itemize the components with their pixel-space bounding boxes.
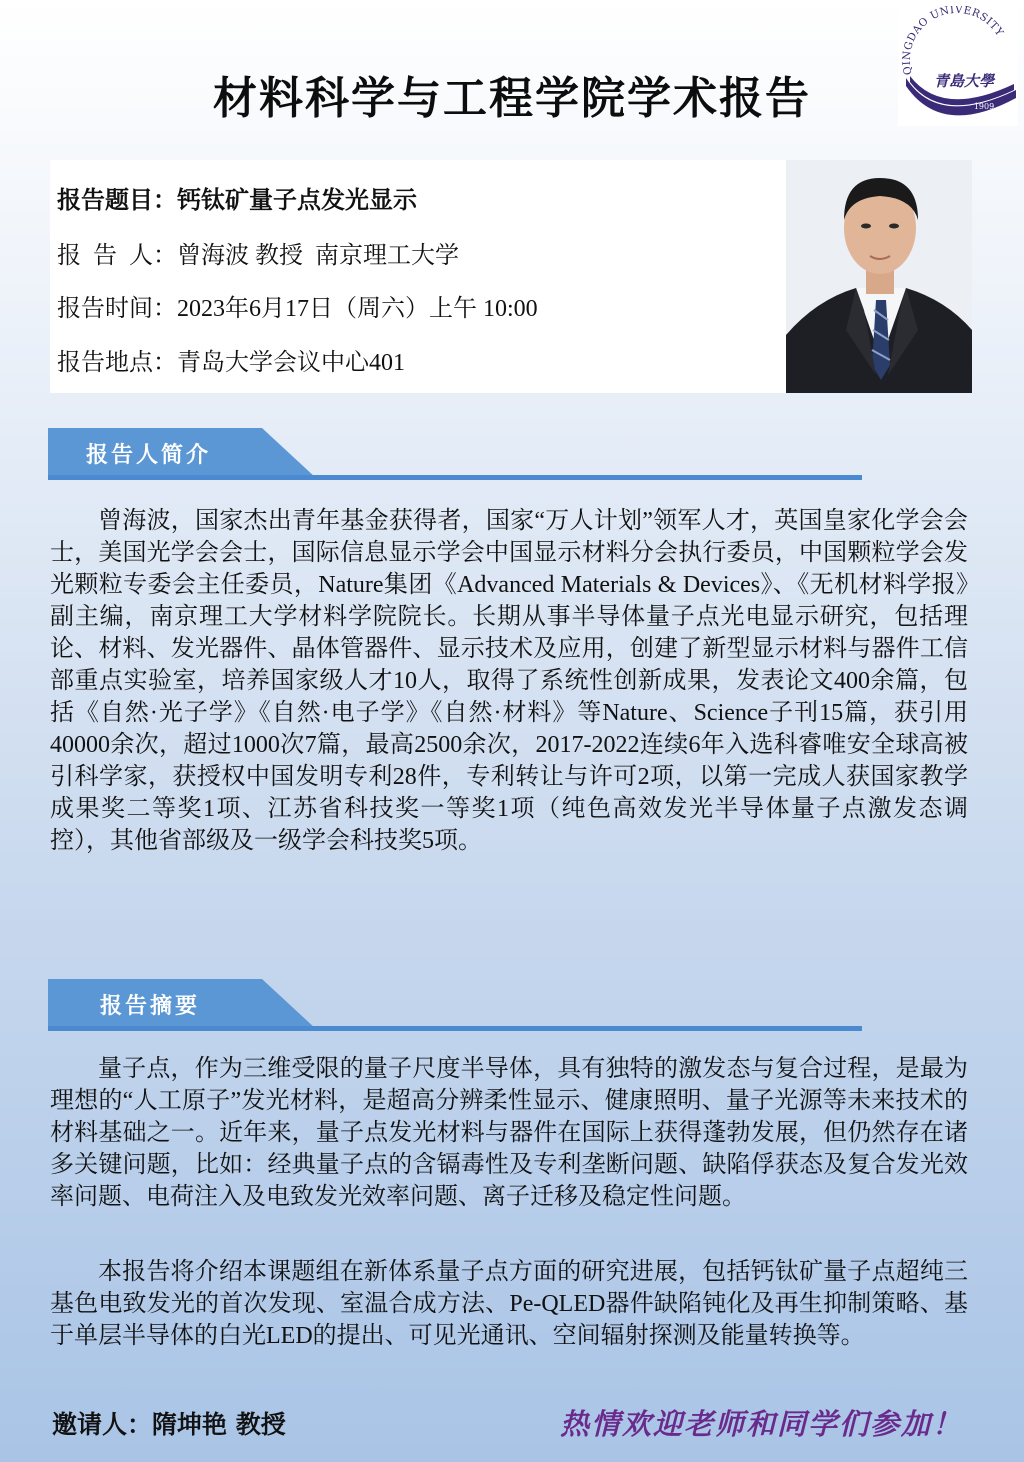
abstract-paragraph-2: 本报告将介绍本课题组在新体系量子点方面的研究进展，包括钙钛矿量子点超纯三基色电致发光的首次发现、室温合成方法、Pe-QLED器件缺陷钝化及再生抑制策略、基于单层半导体的白光LED的提出、可见光通讯、空间辐射探测及能量转换等。 <box>50 1259 968 1349</box>
welcome-message: 热情欢迎老师和同学们参加！ <box>560 1407 964 1441</box>
page-title: 材料科学与工程学院学术报告 <box>213 73 811 124</box>
abstract-heading: 报告摘要 <box>100 993 201 1019</box>
bio-section-tab <box>48 428 316 478</box>
time-value: 2023年6月17日（周六）上午 10:00 <box>177 296 538 322</box>
speaker-value: 曾海波 教授 南京理工大学 <box>177 243 459 269</box>
speaker-line <box>57 235 459 270</box>
time-label: 报告时间： <box>57 296 177 322</box>
abstract-section-tab <box>48 979 316 1029</box>
place-value: 青岛大学会议中心401 <box>177 350 405 376</box>
talk-info-box <box>50 160 972 393</box>
bio-heading: 报告人简介 <box>86 442 212 468</box>
place-line <box>57 342 405 377</box>
speaker-photo <box>786 160 972 393</box>
abstract-paragraph-1: 量子点，作为三维受限的量子尺度半导体，具有独特的激发态与复合过程，是最为理想的“人工原子”发光材料，是超高分辨柔性显示、健康照明、量子光源等未来技术的材料基础之一。近年来，量子点发光材料与器件在国际上获得蓬勃发展，但仍然存在诸多关键问题，比如：经典量子点的含镉毒性及专利垄断问题、缺陷俘获态及复合发光效率问题、电荷注入及电致发光效率问题、离子迁移及稳定性问题。 <box>50 1056 968 1210</box>
abstract-section-rule <box>48 1026 862 1031</box>
bio-text: 曾海波，国家杰出青年基金获得者，国家“万人计划”领军人才，英国皇家化学会会士，美国光学会会士，国际信息显示学会中国显示材料分会执行委员，中国颗粒学会发光颗粒专委会主任委员，Nature集团《Advanced Materials & Devices》、《无机材料学报》副主编，南京理工大学材料学院院长。长期从事半导体量子点光电显示研究，包括理论、材料、发光器件、晶体管器件、显示技术及应用，创建了新型显示材料与器件工信部重点实验室，培养国家级人才10人，取得了系统性创新成果，发表论文400余篇，包括《自然·光子学》《自然·电子学》《自然·材料》等Nature、Science子刊15篇，获引用40000余次，超过1000次7篇，最高2500余次，2017-2022连续6年入选科睿唯安全球高被引科学家，获授权中国发明专利28件，专利转让与许可2项，以第一完成人获国家教学成果奖二等奖1项、江苏省科技奖一等奖1项（纯色高效发光半导体量子点激发态调控），其他省部级及一级学会科技奖5项。 <box>50 508 968 854</box>
time-line <box>57 288 538 323</box>
logo-name: 青島大學 <box>933 72 995 90</box>
logo-arc-text: QINGDAO UNIVERSITY <box>900 6 1006 76</box>
logo-year: 1909 <box>973 102 995 111</box>
inviter: 邀请人：隋坤艳 教授 <box>52 1410 286 1439</box>
topic-label: 报告题目： <box>57 185 177 214</box>
topic-value: 钙钛矿量子点发光显示 <box>177 185 417 214</box>
speaker-label: 报 告 人： <box>57 243 177 269</box>
bio-section-rule <box>48 475 862 480</box>
place-label: 报告地点： <box>57 350 177 376</box>
topic-line <box>57 180 417 215</box>
